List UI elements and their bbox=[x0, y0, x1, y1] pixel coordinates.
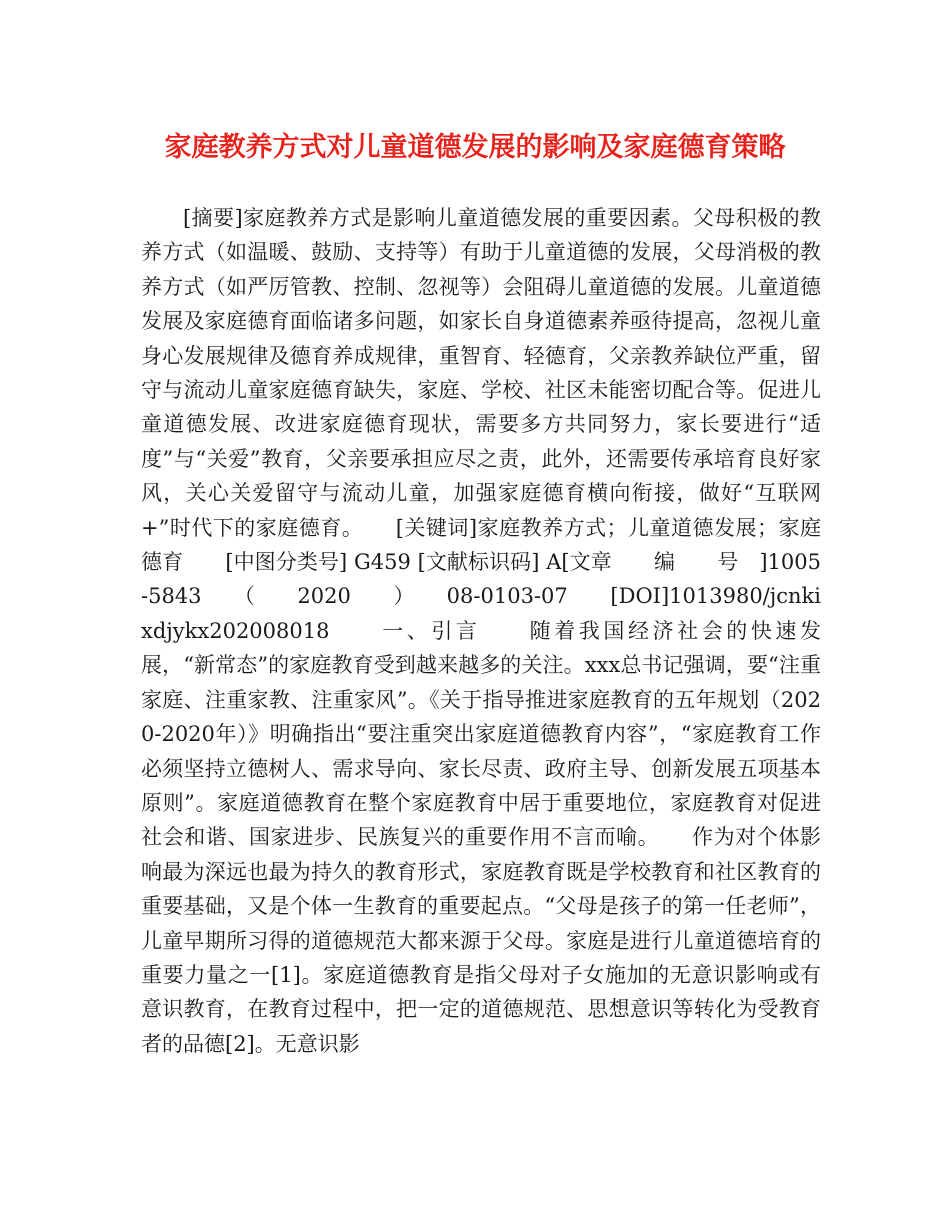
document-title: 家庭教养方式对儿童道德发展的影响及家庭德育策略 bbox=[164, 132, 786, 163]
document-body-paragraph: [摘要]家庭教养方式是影响儿童道德发展的重要因素。父母积极的教养方式（如温暖、鼓励、支持等）有助于儿童道德的发展，父母消极的教养方式（如严厉管教、控制、忽视等）会阻碍儿童道德的发展。儿童道德发展及家庭德育面临诸多问题，如家长自身道德素养亟待提高，忽视儿童身心发展规律及德育养成规律，重智育、轻德育，父亲教养缺位严重，留守与流动儿童家庭德育缺失，家庭、学校、社区未能密切配合等。促进儿童道德发展、改进家庭德育现状，需要多方共同努力，家长要进行“适度”与“关爱”教育，父亲要承担应尽之责，此外，还需要传承培育良好家风，关心关爱留守与流动儿童，加强家庭德育横向衔接，做好“互联网+”时代下的家庭德育。 [关键词]家庭教养方式；儿童道德发展；家庭德育 [中图分类号] G459 [文献标识码] A[文章 编 号 ]1005-5843 （ 2020 ） 08-0103-07 [DOI]1013980/jcnkixdjykx202008018 一、引言 随着我国经济社会的快速发展，“新常态”的家庭教育受到越来越多的关注。xxx总书记强调，要“注重家庭、注重家教、注重家风”。《关于指导推进家庭教育的五年规划（2020-2020年）》明确指出“要注重突出家庭道德教育内容”，“家庭教育工作必须坚持立德树人、需求导向、家长尽责、政府主导、创新发展五项基本原则”。家庭道德教育在整个家庭教育中居于重要地位，家庭教育对促进社会和谐、国家进步、民族复兴的重要作用不言而喻。 作为对个体影响最为深远也最为持久的教育形式，家庭教育既是学校教育和社区教育的重要基础，又是个体一生教育的重要起点。“父母是孩子的第一任老师”，儿童早期所习得的道德规范大都来源于父母。家庭是进行儿童道德培育的重要力量之一[1]。家庭道德教育是指父母对子女施加的无意识影响或有意识教育，在教育过程中，把一定的道德规范、思想意识等转化为受教育者的品德[2]。无意识影 bbox=[141, 206, 821, 1056]
